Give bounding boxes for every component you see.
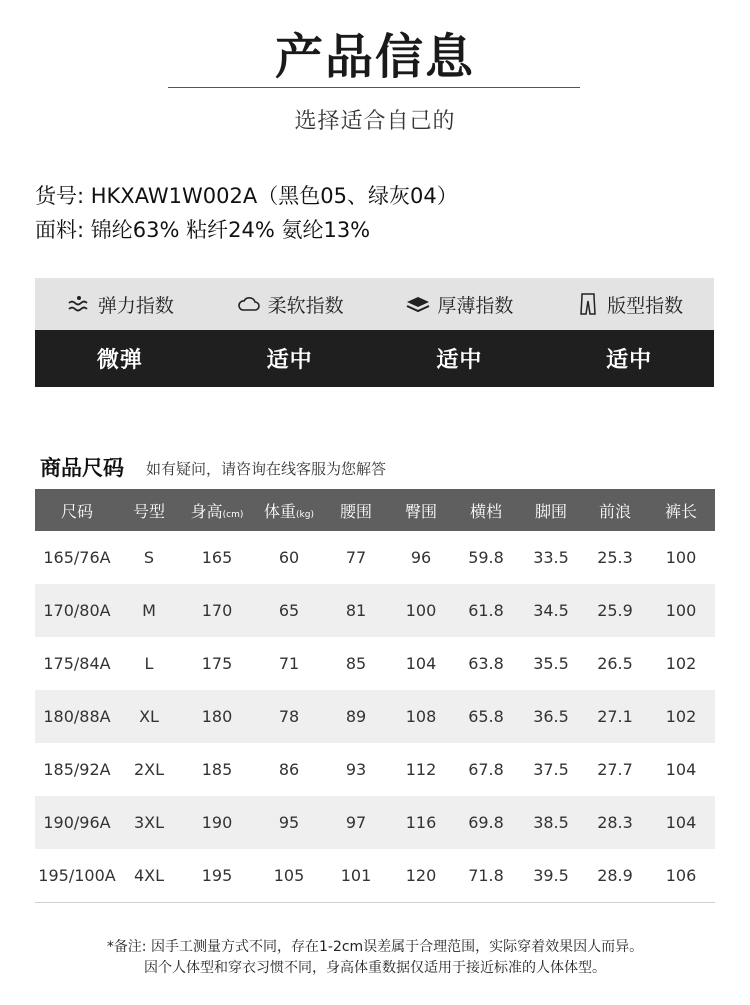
header-height-label: 身高	[190, 501, 223, 521]
table-cell: 78	[255, 690, 323, 743]
table-cell: 190	[179, 796, 255, 849]
index-stretch-label-cell	[35, 278, 205, 330]
size-table	[35, 489, 715, 903]
header-size: 尺码	[35, 489, 119, 531]
table-cell: 86	[255, 743, 323, 796]
size-section-note: 如有疑问，请咨询在线客服为您解答	[146, 460, 387, 478]
table-cell: 71	[255, 637, 323, 690]
table-cell: 120	[389, 849, 453, 902]
table-cell: 116	[389, 796, 453, 849]
table-cell: 100	[647, 531, 715, 584]
table-row	[35, 796, 715, 849]
table-cell: 4XL	[119, 849, 179, 902]
table-cell: XL	[119, 690, 179, 743]
table-cell: 65.8	[453, 690, 519, 743]
table-cell: 101	[323, 849, 389, 902]
header-weight	[255, 489, 323, 531]
table-cell: 25.9	[583, 584, 647, 637]
table-cell: 33.5	[519, 531, 583, 584]
index-fit-label-cell	[544, 278, 714, 330]
table-cell: 26.5	[583, 637, 647, 690]
header-height	[179, 489, 255, 531]
table-cell: 27.1	[583, 690, 647, 743]
table-cell: 39.5	[519, 849, 583, 902]
table-cell: 60	[255, 531, 323, 584]
table-cell: 165/76A	[35, 531, 119, 584]
index-stretch-value: 微弹	[96, 348, 143, 373]
table-row	[35, 531, 715, 584]
header-weight-label: 体重	[264, 501, 297, 521]
table-cell: 165	[179, 531, 255, 584]
table-cell: 77	[323, 531, 389, 584]
table-cell: 96	[389, 531, 453, 584]
table-cell: 104	[647, 796, 715, 849]
table-cell: 104	[647, 743, 715, 796]
table-cell: 71.8	[453, 849, 519, 902]
header-thigh: 横档	[453, 489, 519, 531]
table-cell: 27.7	[583, 743, 647, 796]
header-length: 裤长	[647, 489, 715, 531]
table-cell: 170/80A	[35, 584, 119, 637]
table-cell: 28.9	[583, 849, 647, 902]
table-cell: 100	[647, 584, 715, 637]
table-cell: 35.5	[519, 637, 583, 690]
table-row	[35, 743, 715, 796]
index-header-row	[35, 278, 714, 330]
table-cell: 61.8	[453, 584, 519, 637]
index-soft-label-cell	[205, 278, 375, 330]
table-cell: 100	[389, 584, 453, 637]
table-row	[35, 849, 715, 902]
table-row	[35, 584, 715, 637]
table-cell: 105	[255, 849, 323, 902]
header-leg-opening: 脚围	[519, 489, 583, 531]
table-cell: 106	[647, 849, 715, 902]
index-thickness-label-cell	[375, 278, 545, 330]
index-stretch-label: 弹力指数	[97, 294, 174, 317]
index-soft-label: 柔软指数	[267, 294, 344, 317]
table-cell: 85	[323, 637, 389, 690]
table-cell: 38.5	[519, 796, 583, 849]
index-soft-value: 适中	[266, 348, 313, 373]
table-cell: 3XL	[119, 796, 179, 849]
table-cell: 69.8	[453, 796, 519, 849]
table-cell: L	[119, 637, 179, 690]
index-fit-label: 版型指数	[607, 294, 684, 317]
index-thickness-label: 厚薄指数	[437, 294, 514, 317]
table-row	[35, 690, 715, 743]
header-waist: 腰围	[323, 489, 389, 531]
table-row	[35, 637, 715, 690]
table-cell: 190/96A	[35, 796, 119, 849]
footer-note-1: *备注: 因手工测量方式不同，存在1-2cm误差属于合理范围，实际穿着效果因人而异。	[106, 939, 644, 955]
table-cell: 97	[323, 796, 389, 849]
table-cell: 37.5	[519, 743, 583, 796]
product-code: 货号: HKXAW1W002A（黑色05、绿灰04）	[35, 184, 458, 208]
table-cell: 175/84A	[35, 637, 119, 690]
table-cell: 59.8	[453, 531, 519, 584]
table-cell: S	[119, 531, 179, 584]
size-section-title: 商品尺码	[40, 456, 124, 480]
table-cell: 36.5	[519, 690, 583, 743]
cloud-icon	[236, 293, 262, 315]
table-cell: 65	[255, 584, 323, 637]
header-height-unit: (cm)	[222, 509, 244, 520]
table-cell: 185	[179, 743, 255, 796]
table-cell: 170	[179, 584, 255, 637]
page-subtitle: 选择适合自己的	[294, 109, 456, 134]
table-cell: 108	[389, 690, 453, 743]
size-table-body	[35, 531, 715, 902]
table-cell: 180	[179, 690, 255, 743]
footer-note-2: 因个人体型和穿衣习惯不同，身高体重数据仅适用于接近标准的人体体型。	[144, 960, 606, 976]
table-cell: 195	[179, 849, 255, 902]
table-cell: 185/92A	[35, 743, 119, 796]
trousers-icon	[575, 293, 601, 315]
size-table-header	[35, 489, 715, 531]
table-cell: 95	[255, 796, 323, 849]
index-thickness-value: 适中	[436, 348, 483, 373]
table-cell: 63.8	[453, 637, 519, 690]
table-cell: 81	[323, 584, 389, 637]
header-hip: 臀围	[389, 489, 453, 531]
product-fabric: 面料: 锦纶63% 粘纤24% 氨纶13%	[35, 218, 371, 242]
table-cell: 104	[389, 637, 453, 690]
table-cell: 34.5	[519, 584, 583, 637]
table-cell: 195/100A	[35, 849, 119, 902]
header-front-rise: 前浪	[583, 489, 647, 531]
table-cell: 102	[647, 637, 715, 690]
page-title: 产品信息	[274, 29, 475, 85]
header-type: 号型	[119, 489, 179, 531]
layers-icon	[405, 293, 431, 315]
index-value-row	[35, 330, 714, 387]
table-cell: 102	[647, 690, 715, 743]
index-panel	[35, 278, 714, 387]
table-cell: 89	[323, 690, 389, 743]
table-cell: 175	[179, 637, 255, 690]
stretch-wave-icon	[66, 293, 92, 315]
table-cell: 180/88A	[35, 690, 119, 743]
header-weight-unit: (kg)	[296, 509, 314, 520]
index-fit-value: 适中	[606, 348, 653, 373]
table-cell: 25.3	[583, 531, 647, 584]
table-cell: 112	[389, 743, 453, 796]
table-cell: M	[119, 584, 179, 637]
table-cell: 67.8	[453, 743, 519, 796]
table-cell: 28.3	[583, 796, 647, 849]
table-cell: 2XL	[119, 743, 179, 796]
title-divider	[168, 87, 580, 88]
table-cell: 93	[323, 743, 389, 796]
